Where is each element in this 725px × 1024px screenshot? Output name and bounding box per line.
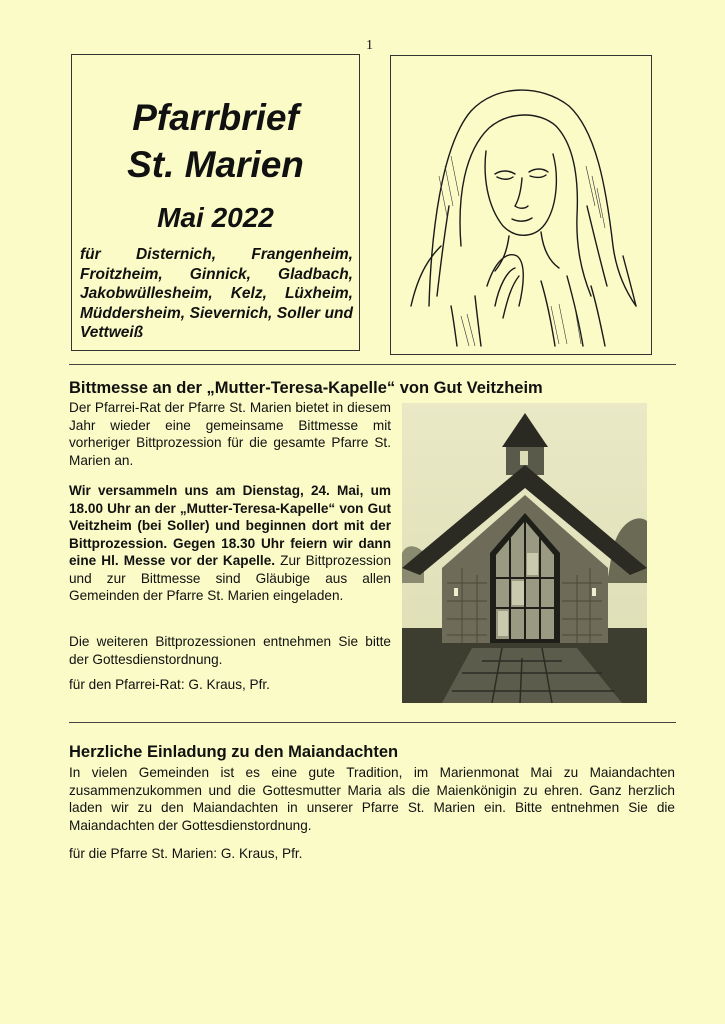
places-list: für Disternich, Frangenheim, Froitzheim, Ginnick, Gladbach, Jakobwüllesheim, Kelz, Lüxheim, Müddersheim, Sievernich, Soller und Vettweiß (80, 246, 353, 341)
divider-top (69, 364, 676, 365)
madonna-sketch (391, 56, 652, 355)
article2-signature: für die Pfarre St. Marien: G. Kraus, Pfr. (69, 846, 303, 861)
article2-body: In vielen Gemeinden ist es eine gute Tradition, im Marienmonat Mai zu Maiandachten zusammenzukommen und die Gottesmutter Maria als die Maienkönigin zu ehren. Ganz herzlich laden wir zu den Maiandachten in unserer Pfarre St. Marien ein. Bitte entnehmen Sie die Maiandachten der Gottesdienstordnung. (69, 765, 675, 833)
divider-middle (69, 722, 676, 723)
newsletter-title: Pfarrbrief (132, 97, 299, 138)
title-box (71, 54, 360, 351)
article1-signature: für den Pfarrei-Rat: G. Kraus, Pfr. (69, 677, 270, 692)
article2-heading: Herzliche Einladung zu den Maiandachten (69, 743, 399, 761)
page-number: 1 (366, 38, 373, 53)
article1-heading: Bittmesse an der „Mutter-Teresa-Kapelle“ von Gut Veitzheim (69, 379, 543, 397)
chapel-photo-frame (402, 403, 647, 703)
article1-paragraph1: Der Pfarrei-Rat der Pfarre St. Marien bietet in diesem Jahr wieder eine gemeinsame Bittmesse mit vorheriger Bittprozession für die gesamte Pfarre St. Marien an. (69, 400, 391, 468)
article1-bold-text: Wir versammeln uns am Dienstag, 24. Mai, um 18.00 Uhr an der „Mutter-Teresa-Kapelle“ von Gut Veitzheim (bei Soller) und beginnen dort mit der Bittprozession. Gegen 18.30 Uhr feiern wir dann eine Hl. Messe vor der Kapelle. (69, 483, 391, 568)
article1-paragraph3: Die weiteren Bittprozessionen entnehmen Sie bitte der Gottesdienstordnung. (69, 634, 391, 667)
issue-date: Mai 2022 (157, 202, 274, 233)
article1-normal-text: Zur Bittprozession und zur Bittmesse sind Gläubige aus allen Gemeinden der Pfarre St. Marien eingeladen. (69, 553, 391, 603)
article1-paragraph2 (69, 482, 391, 605)
chapel-photo (402, 403, 647, 703)
mary-drawing-frame (390, 55, 652, 355)
parish-name: St. Marien (127, 144, 304, 185)
